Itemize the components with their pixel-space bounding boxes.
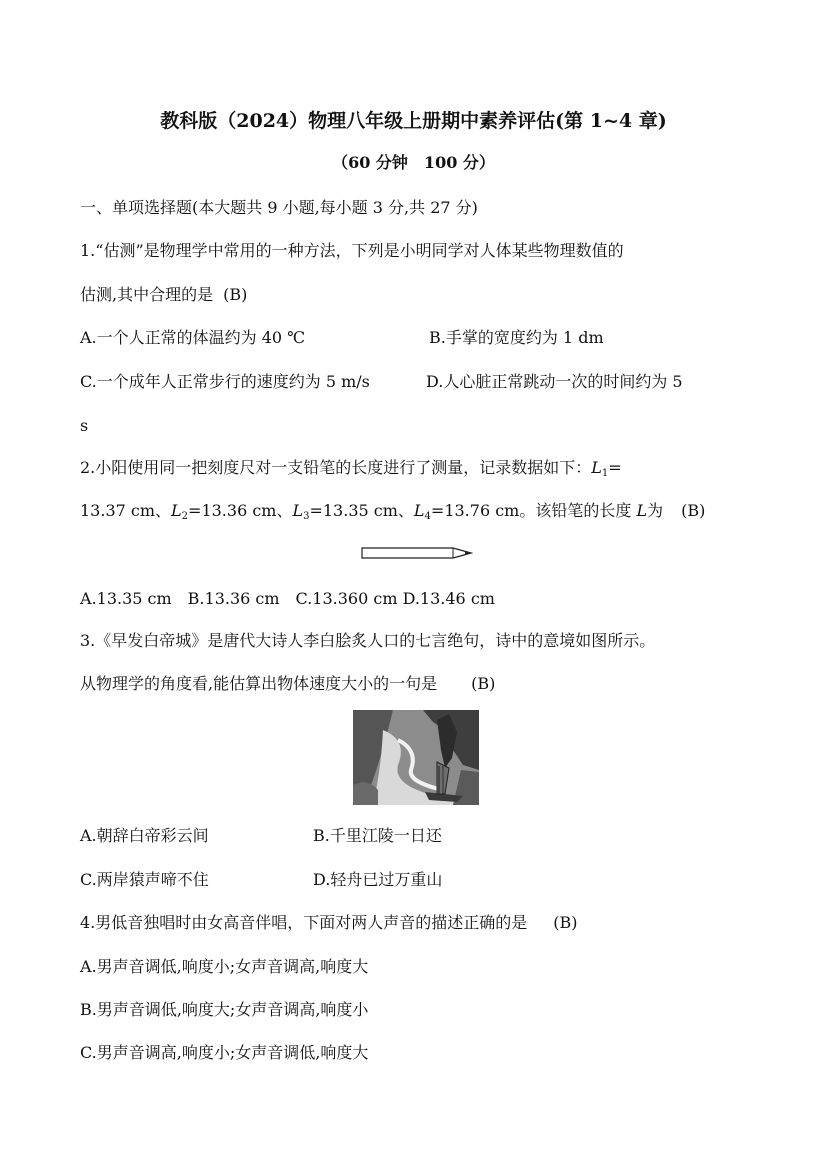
q2-var-l3: L (292, 501, 304, 520)
q1-option-d: D.人心脏正常跳动一次的时间约为 5 (426, 372, 683, 391)
page-subtitle: （60 分钟 100 分） (332, 153, 495, 172)
q2-sub-1: 1 (601, 468, 609, 479)
q2-value-4: =13.76 cm。该铅笔的长度 (430, 501, 632, 520)
q2-sub-4: 4 (424, 511, 431, 522)
q3-option-c: C.两岸猿声啼不住 (80, 870, 209, 889)
q1-option-d-cont: s (80, 416, 89, 435)
q1-option-b: B.手掌的宽度约为 1 dm (429, 328, 604, 347)
q3-stem-line2 (80, 673, 495, 695)
q1-answer: (B) (223, 285, 248, 304)
q2-stem-line1 (80, 457, 622, 485)
pencil-figure (361, 546, 473, 560)
q2-stem-text: 2.小阳使用同一把刻度尺对一支铅笔的长度进行了测量，记录数据如下： (80, 458, 592, 477)
q2-answer: (B) (681, 501, 706, 520)
q2-value-2: =13.36 cm、 (188, 501, 293, 520)
q4-option-b: B.男声音调低,响度大;女声音调高,响度小 (80, 1000, 369, 1019)
q2-var-l1: L (591, 458, 602, 477)
q2-sub-3: 3 (303, 511, 310, 522)
q1-stem-line2 (80, 284, 247, 306)
q1-option-c: C.一个成年人正常步行的速度约为 5 m/s (80, 372, 370, 391)
q2-var-l: L (636, 501, 648, 520)
q3-option-a: A.朝辞白帝彩云间 (80, 826, 209, 845)
q2-wei: 为 (647, 501, 664, 520)
q3-stem-line1: 3.《早发白帝城》是唐代大诗人李白脍炙人口的七言绝句，诗中的意境如图所示。 (80, 631, 656, 650)
q4-stem-text: 4.男低音独唱时由女高音伴唱，下面对两人声音的描述正确的是 (80, 913, 528, 932)
q2-var-l4: L (413, 501, 425, 520)
q3-option-d: D.轻舟已过万重山 (313, 870, 443, 889)
q2-stem-line2 (80, 500, 705, 528)
q3-stem-text: 从物理学的角度看,能估算出物体速度大小的一句是 (80, 674, 438, 693)
q2-equals: = (608, 458, 622, 477)
q4-option-c: C.男声音调高,响度小;女声音调低,响度大 (80, 1043, 369, 1062)
q4-option-a: A.男声音调低,响度小;女声音调高,响度大 (80, 957, 369, 976)
q1-option-a: A.一个人正常的体温约为 40 ℃ (80, 328, 306, 347)
q2-var-l2: L (171, 501, 182, 520)
q3-answer: (B) (471, 674, 496, 693)
page-title: 教科版（2024）物理八年级上册期中素养评估(第 1~4 章) (160, 110, 667, 132)
q2-options: A.13.35 cm B.13.36 cm C.13.360 cm D.13.46 cm (80, 589, 495, 608)
q3-option-b: B.千里江陵一日还 (313, 826, 442, 845)
q2-sub-2: 2 (181, 511, 189, 522)
q2-value-3: =13.35 cm、 (309, 501, 414, 520)
section-heading: 一、单项选择题(本大题共 9 小题,每小题 3 分,共 27 分) (80, 198, 478, 217)
q2-value-1: 13.37 cm、 (80, 501, 172, 520)
boat-river-illustration (353, 710, 479, 805)
q1-stem-text: 估测,其中合理的是 (80, 285, 214, 304)
q4-stem-line1 (80, 912, 578, 934)
q4-answer: (B) (553, 913, 578, 932)
q1-stem-line1: 1.“估测”是物理学中常用的一种方法，下列是小明同学对人体某些物理数值的 (80, 241, 624, 260)
